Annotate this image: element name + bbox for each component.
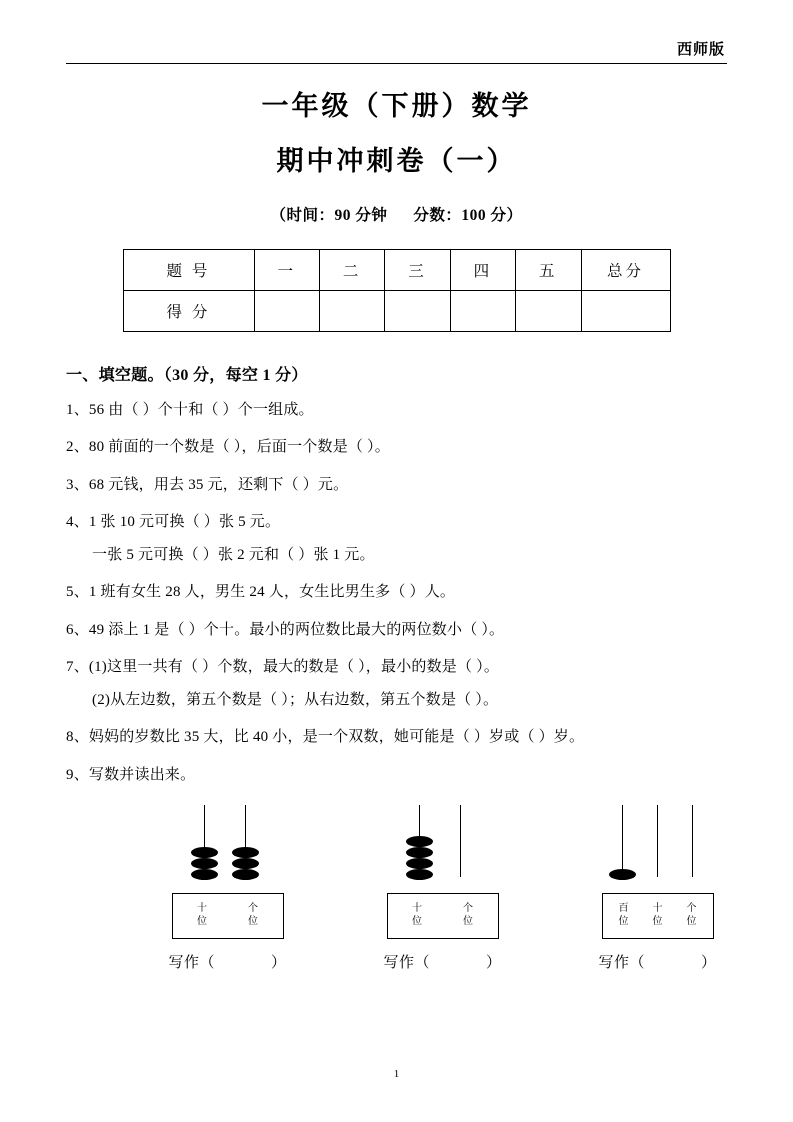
question-4: 4、1 张 10 元可换（ ）张 5 元。 (66, 513, 281, 530)
page-title-line1: 一年级（下册）数学 (261, 91, 532, 121)
score-table-cell: 二 (319, 250, 384, 291)
abacus-1-write-label[interactable] (158, 951, 297, 972)
table-row-header (123, 250, 670, 291)
place-label-hundred: 百 位 (618, 903, 629, 927)
score-table-cell[interactable] (581, 291, 670, 332)
score-table-cell[interactable] (385, 291, 450, 332)
question-2: 2、80 前面的一个数是（ ），后面一个数是（ ）。 (66, 439, 390, 456)
write-suffix: ） (486, 954, 502, 971)
abacus-3-place-box (602, 893, 714, 939)
section-heading-1: 一、填空题。（30 分，每空 1 分） (66, 367, 308, 384)
write-suffix: ） (701, 954, 717, 971)
write-prefix: 写作（ (168, 954, 215, 971)
abacus-2 (373, 805, 512, 972)
page-title-line2: 期中冲刺卷（一） (276, 145, 517, 176)
question-6: 6、49 添上 1 是（ ）个十。最小的两位数比最大的两位数小（ ）。 (66, 621, 505, 638)
write-prefix: 写作（ (383, 954, 430, 971)
place-label-ten: 十 位 (197, 903, 207, 927)
abacus-3-frame (602, 805, 714, 893)
exam-meta (66, 203, 727, 225)
question-1: 1、56 由（ ）个十和（ ）个一组成。 (66, 402, 314, 418)
score-table-cell: 总分 (581, 250, 670, 291)
place-label-one: 个 位 (463, 903, 473, 927)
score-table-cell: 四 (450, 250, 515, 291)
question-7a: 7、(1)这里一共有（ ）个数，最大的数是（ ），最小的数是（ ）。 (66, 658, 500, 675)
abacus-2-write-label[interactable] (373, 951, 512, 972)
exam-time: （时间：90 分钟 (270, 207, 388, 224)
write-suffix: ） (271, 954, 287, 971)
score-table-cell: 得 分 (123, 291, 254, 332)
abacus-1-place-box (172, 893, 284, 939)
place-label-one: 个 位 (686, 903, 697, 927)
table-row-scores (123, 291, 670, 332)
place-label-ten: 十 位 (652, 903, 663, 927)
write-prefix: 写作（ (598, 954, 645, 971)
score-table-cell[interactable] (319, 291, 384, 332)
question-9: 9、写数并读出来。 (66, 766, 196, 783)
question-8: 8、妈妈的岁数比 35 大，比 40 小，是一个双数，她可能是（ ）岁或（ ）岁。 (66, 729, 585, 746)
abacus-3 (588, 805, 727, 972)
abacus-1-frame (172, 805, 284, 893)
score-table (123, 249, 671, 332)
question-5: 5、1 班有女生 28 人，男生 24 人，女生比男生多（ ）人。 (66, 584, 456, 601)
header-divider (66, 63, 727, 64)
exam-score: 分数：100 分） (413, 207, 523, 224)
abacus-3-write-label[interactable] (588, 951, 727, 972)
score-table-cell[interactable] (254, 291, 319, 332)
score-table-cell: 三 (385, 250, 450, 291)
edition-label: 西师版 (676, 42, 725, 58)
abacus-1 (158, 805, 297, 972)
abacus-group (66, 805, 727, 972)
question-4b: 一张 5 元可换（ ）张 2 元和（ ）张 1 元。 (92, 547, 375, 563)
score-table-cell[interactable] (516, 291, 581, 332)
page-number: 1 (393, 1068, 400, 1080)
score-table-cell: 一 (254, 250, 319, 291)
place-label-one: 个 位 (248, 903, 258, 927)
abacus-2-place-box (387, 893, 499, 939)
score-table-cell[interactable] (450, 291, 515, 332)
place-label-ten: 十 位 (412, 903, 422, 927)
score-table-cell: 五 (516, 250, 581, 291)
question-3: 3、68 元钱，用去 35 元，还剩下（ ）元。 (66, 476, 349, 493)
score-table-cell: 题 号 (123, 250, 254, 291)
question-7b: (2)从左边数，第五个数是（ ）；从右边数，第五个数是（ ）。 (92, 692, 499, 708)
abacus-2-frame (387, 805, 499, 893)
